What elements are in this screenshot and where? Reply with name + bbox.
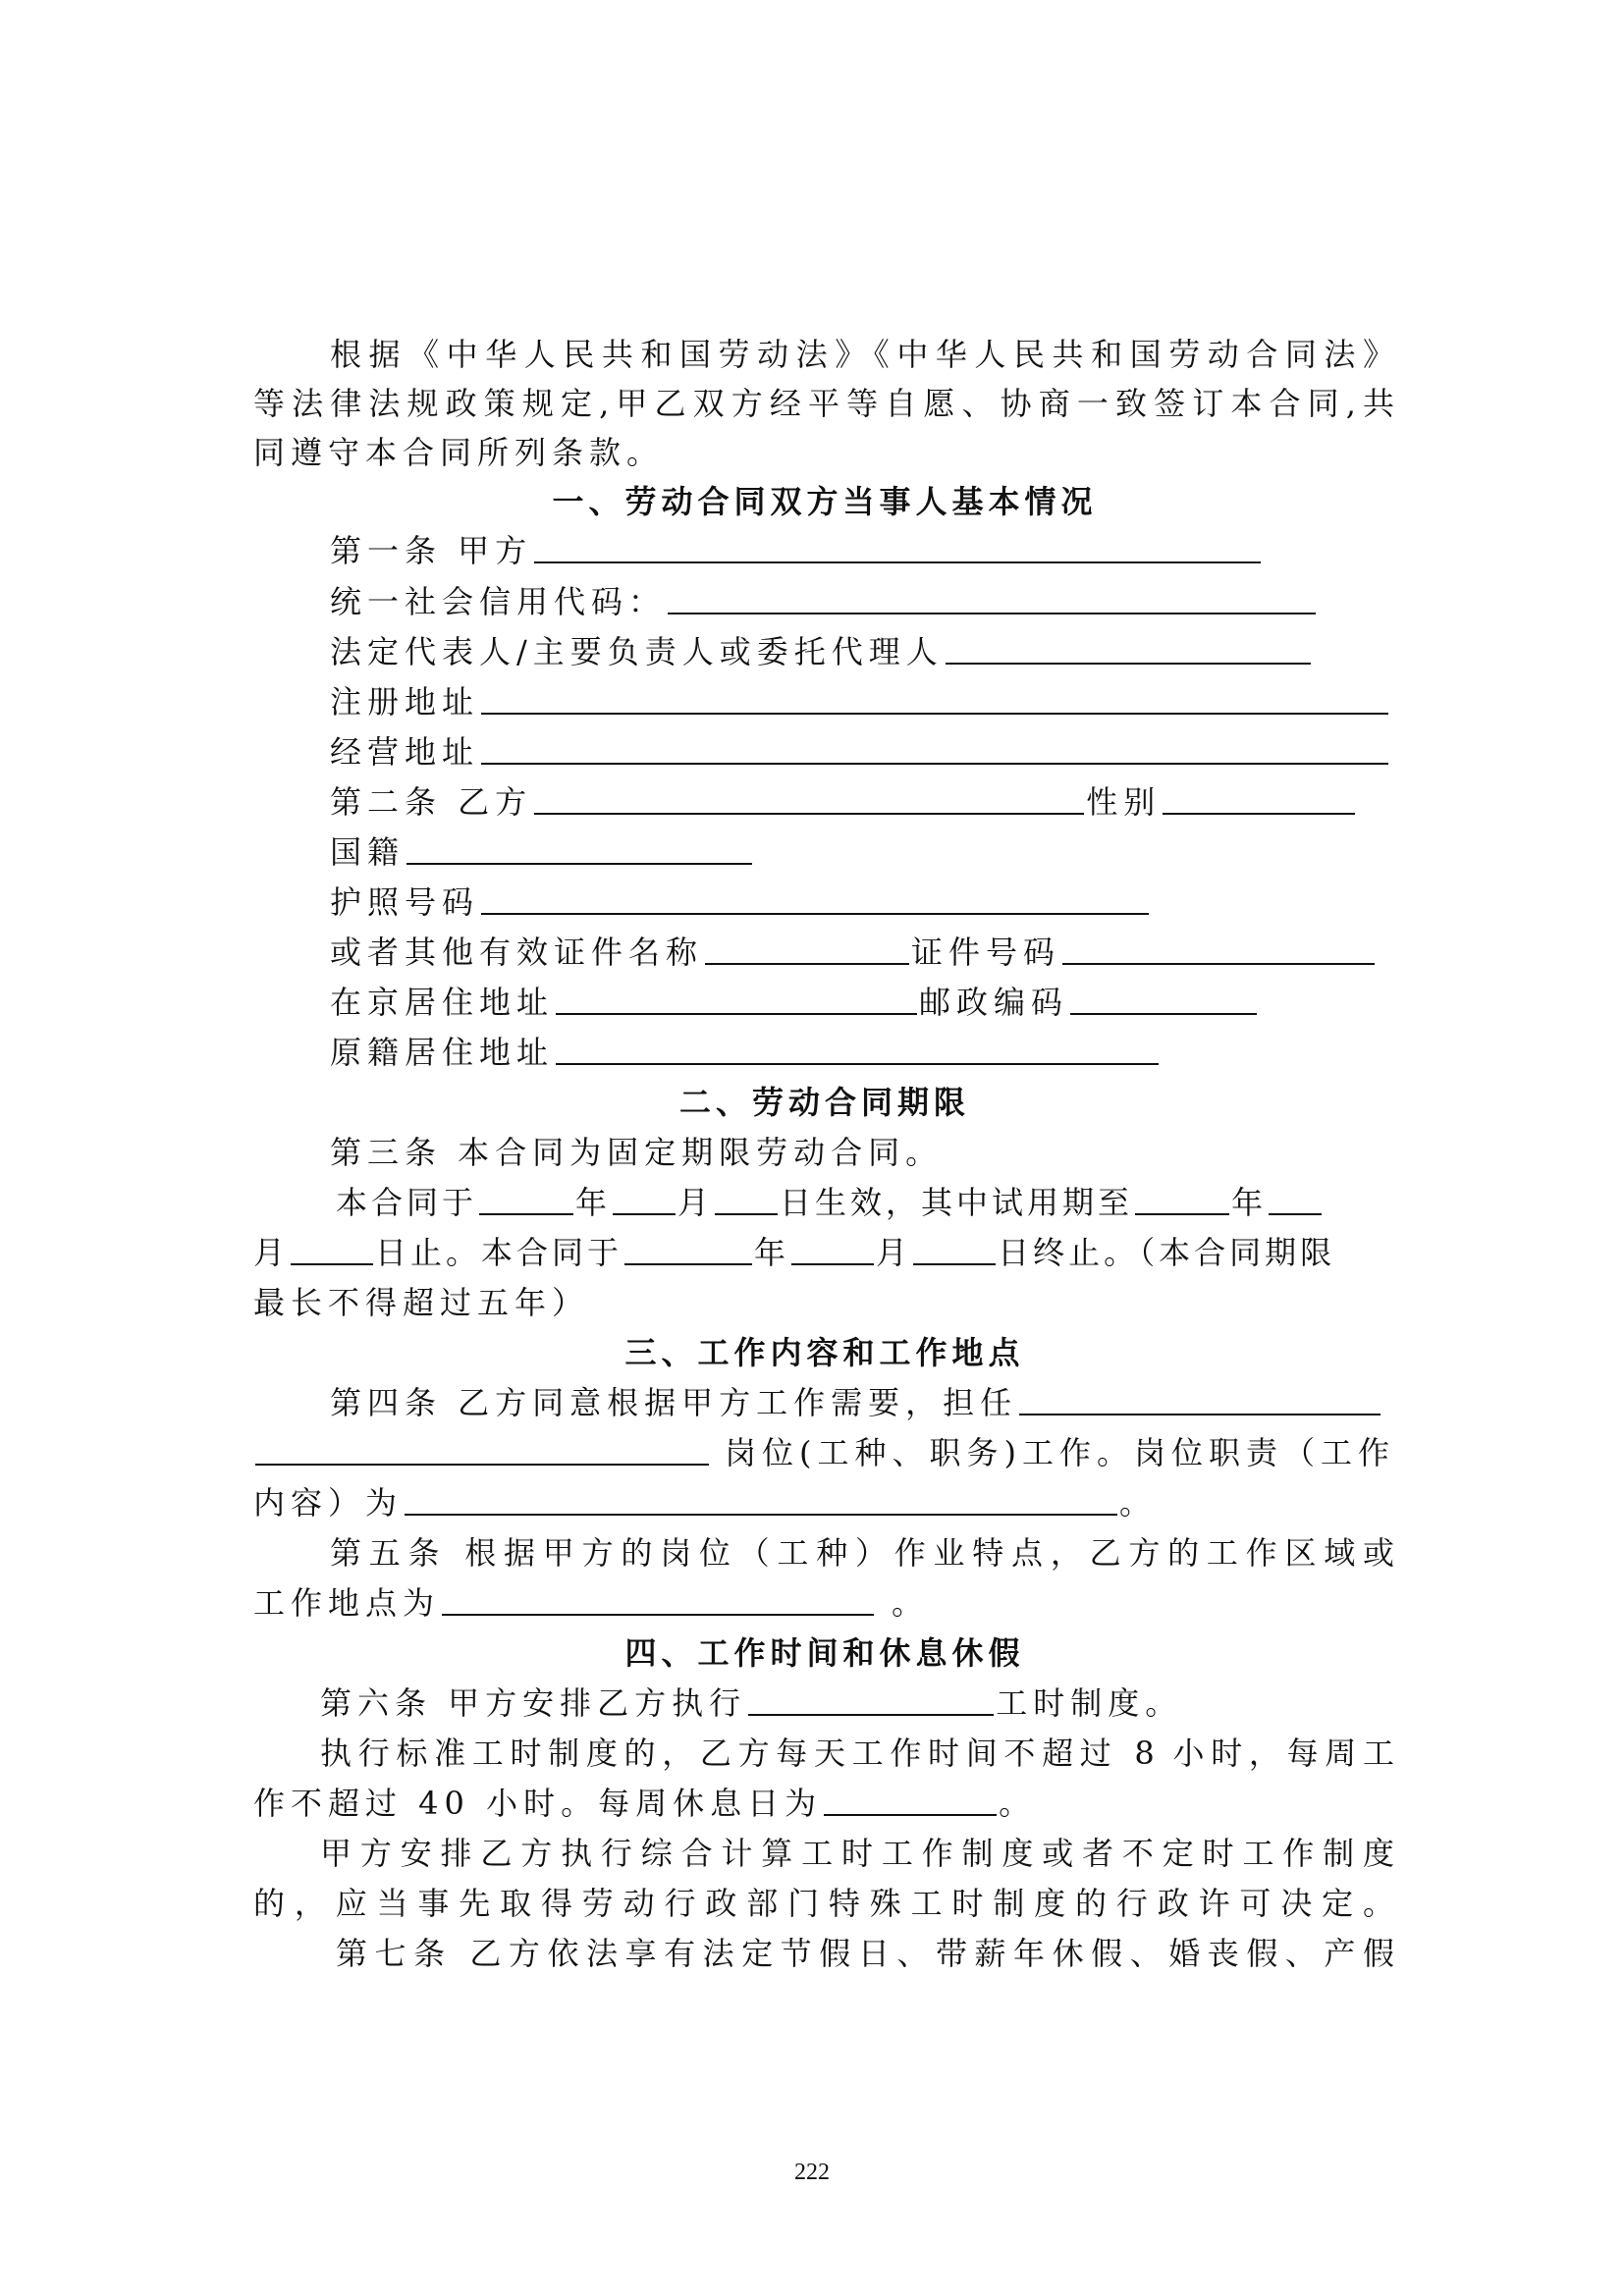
intro-line-2: 等法律法规政策规定,甲乙双方经平等自愿、协商一致签订本合同,共 [253, 385, 1396, 422]
gender-blank[interactable] [1163, 779, 1355, 815]
biz-addr-blank[interactable] [481, 729, 1388, 765]
month-label-3: 月 [876, 1234, 912, 1271]
article-6 [320, 1679, 1396, 1729]
bj-addr-row [330, 978, 1396, 1028]
comp-hours-line-2: 的，应当事先取得劳动行政部门特殊工时制度的行政许可决定。 [253, 1885, 1396, 1922]
content-blank[interactable] [405, 1480, 1117, 1516]
month-label-1: 月 [677, 1184, 714, 1221]
article-6-pre: 第六条 甲方安排乙方执行 [320, 1684, 747, 1722]
end-label-1: 日止。本合同于 [375, 1234, 623, 1271]
passport-row [330, 878, 1396, 928]
party-b-blank[interactable] [534, 779, 1084, 815]
year-label-2: 年 [1231, 1184, 1268, 1221]
nationality-row [330, 828, 1396, 878]
section-3-title: 三、工作内容和工作地点 [624, 1334, 1025, 1371]
trial-month-blank[interactable] [1269, 1180, 1322, 1215]
legal-rep-row [330, 627, 1396, 677]
party-a-label: 第一条 甲方 [330, 532, 533, 569]
credit-code-label: 统一社会信用代码： [330, 583, 667, 620]
work-hour-system-blank[interactable] [748, 1681, 994, 1716]
party-b-label: 第二条 乙方 [330, 783, 533, 821]
content-period: 。 [1119, 1484, 1158, 1522]
id-no-blank[interactable] [1062, 930, 1375, 965]
end-month-blank[interactable] [791, 1230, 874, 1265]
rest-day-label: 作不超过 40 小时。每周休息日为 [253, 1785, 823, 1822]
term-max: 最长不得超过五年） [253, 1284, 590, 1321]
nationality-label: 国籍 [330, 833, 406, 871]
other-id-row [330, 928, 1396, 978]
start-day-blank[interactable] [715, 1180, 778, 1215]
rest-day-blank[interactable] [824, 1781, 997, 1816]
trial-day-blank[interactable] [291, 1230, 373, 1265]
std-hours-line-2 [253, 1779, 1396, 1829]
trial-year-blank[interactable] [1135, 1180, 1229, 1215]
postcode-blank[interactable] [1070, 980, 1257, 1015]
effect-label: 日生效，其中试用期至 [780, 1184, 1134, 1221]
credit-code-row [330, 577, 1396, 627]
article-4-text: 第四条 乙方同意根据甲方工作需要，担任 [330, 1384, 1018, 1421]
postcode-label: 邮政编码 [919, 984, 1069, 1021]
position-blank-2[interactable] [255, 1430, 709, 1466]
section-4-title: 四、工作时间和休息休假 [624, 1634, 1025, 1672]
year-label-3: 年 [754, 1234, 790, 1271]
post-text: 岗位(工种、职务)工作。岗位职责（工作 [725, 1434, 1395, 1471]
article-2-party-b [330, 777, 1396, 828]
party-a-blank[interactable] [534, 528, 1261, 563]
article-5: 第五条 根据甲方的岗位（工种）作业特点，乙方的工作区域或 [330, 1534, 1396, 1572]
comp-hours-line-1: 甲方安排乙方执行综合计算工时工作制度或者不定时工作制度 [320, 1835, 1396, 1872]
article-4-line-3 [253, 1478, 1396, 1528]
reg-addr-label: 注册地址 [330, 683, 480, 721]
bj-addr-blank[interactable] [556, 980, 917, 1015]
origin-addr-blank[interactable] [556, 1030, 1159, 1065]
section-2-title: 二、劳动合同期限 [678, 1084, 970, 1121]
origin-addr-row [330, 1028, 1396, 1078]
legal-rep-label: 法定代表人/主要负责人或委托代理人 [330, 633, 944, 670]
content-label: 内容）为 [253, 1484, 404, 1522]
article-4-line-2 [253, 1428, 1396, 1478]
end-year-blank[interactable] [624, 1230, 752, 1265]
place-label: 工作地点为 [253, 1584, 441, 1622]
reg-addr-blank[interactable] [481, 679, 1388, 715]
start-month-blank[interactable] [613, 1180, 676, 1215]
intro-line-1: 根据《中华人民共和国劳动法》《中华人民共和国劳动合同法》 [330, 336, 1396, 373]
intro-line-3: 同遵守本合同所列条款。 [253, 434, 665, 471]
page-number: 222 [794, 2160, 830, 2185]
article-4 [330, 1378, 1396, 1428]
article-3: 第三条 本合同为固定期限劳动合同。 [330, 1134, 944, 1171]
article-7: 第七条 乙方依法享有法定节假日、带薪年休假、婚丧假、产假 [336, 1935, 1396, 1972]
article-6-post: 工时制度。 [996, 1684, 1183, 1722]
id-no-label: 证件号码 [911, 934, 1061, 971]
std-hours-line-1: 执行标准工时制度的，乙方每天工作时间不超过 8 小时，每周工 [320, 1735, 1396, 1772]
month-label-2: 月 [253, 1234, 290, 1271]
rest-day-period: 。 [999, 1785, 1037, 1822]
gender-label: 性别 [1086, 783, 1162, 821]
term-line-1 [336, 1178, 1396, 1228]
end-day-blank[interactable] [913, 1230, 996, 1265]
term-line-2 [253, 1228, 1396, 1278]
nationality-blank[interactable] [406, 829, 752, 865]
position-blank-1[interactable] [1019, 1380, 1380, 1415]
biz-addr-row [330, 727, 1396, 777]
origin-addr-label: 原籍居住地址 [330, 1034, 555, 1071]
biz-addr-label: 经营地址 [330, 733, 480, 771]
bj-addr-label: 在京居住地址 [330, 984, 555, 1021]
section-1-title: 一、劳动合同双方当事人基本情况 [552, 483, 1098, 520]
legal-rep-blank[interactable] [946, 629, 1311, 665]
end-label-2: 日终止。（本合同期限 [998, 1234, 1336, 1271]
article-1-party-a [330, 526, 1396, 576]
start-year-blank[interactable] [479, 1180, 573, 1215]
place-blank[interactable] [442, 1580, 874, 1616]
article-5-line-2 [253, 1578, 1396, 1629]
year-label-1: 年 [575, 1184, 612, 1221]
passport-label: 护照号码 [330, 883, 480, 921]
place-period: 。 [892, 1584, 930, 1622]
other-id-blank[interactable] [705, 930, 909, 965]
other-id-label: 或者其他有效证件名称 [330, 934, 704, 971]
term-start-label: 本合同于 [336, 1184, 478, 1221]
credit-code-blank[interactable] [668, 579, 1316, 614]
passport-blank[interactable] [481, 880, 1149, 915]
reg-addr-row [330, 677, 1396, 727]
